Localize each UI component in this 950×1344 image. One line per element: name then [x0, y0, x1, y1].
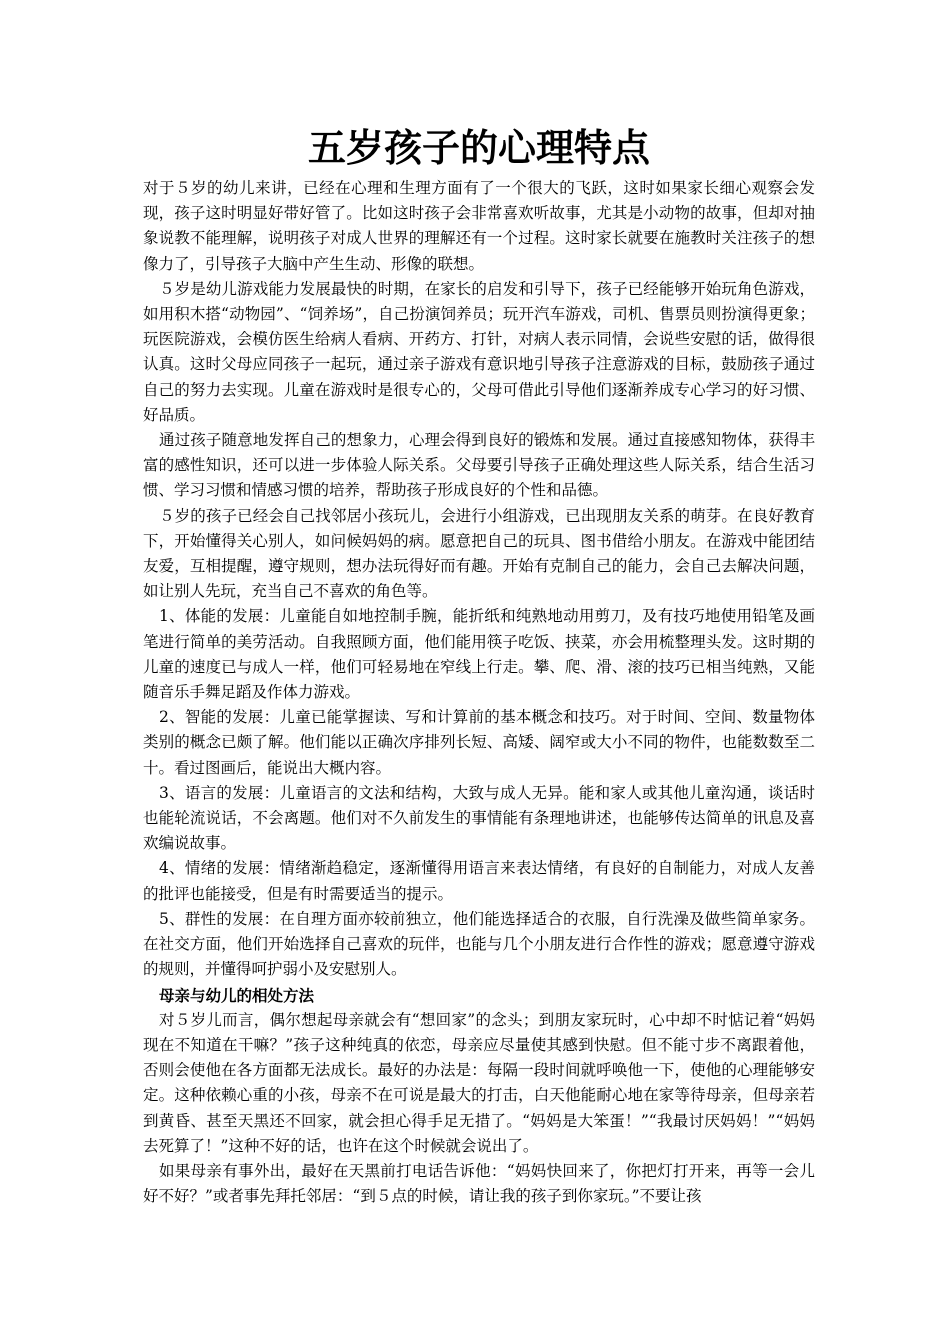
document-title: 五岁孩子的心理特点 [307, 125, 650, 170]
paragraph-going-out: 如果母亲有事外出，最好在天黑前打电话告诉他：“妈妈快回来了，你把灯打开来，再等一会儿好不好？”或者事先拜托邻居：“到５点的时候，请让我的孩子到你家玩。”不要让孩 [143, 1161, 815, 1206]
section-heading: 母亲与幼儿的相处方法 [159, 985, 315, 1005]
paragraph-emotion: 4、情绪的发展：情绪渐趋稳定，逐渐懂得用语言来表达情绪，有良好的自制能力，对成人友善的批评也能接受，但是有时需要适当的提示。 [143, 859, 815, 903]
document-page [143, 120, 815, 1209]
paragraph-group: 5、群性的发展：在自理方面亦较前独立，他们能选择适合的衣服，自行洗澡及做些简单家务。在社交方面，他们开始选择自己喜欢的玩伴，也能与几个小朋友进行合作性的游戏；愿意遵守游戏的规则，并懂得呵护弱小及安慰别人。 [143, 909, 815, 979]
paragraph-imagination: 通过孩子随意地发挥自己的想象力，心理会得到良好的锻炼和发展。通过直接感知物体，获得丰富的感性知识，还可以进一步体验人际关系。父母要引导孩子正确处理这些人际关系，结合生活习惯、学习习惯和情感习惯的培养，帮助孩子形成良好的个性和品德。 [143, 431, 815, 500]
paragraph-physical: 1、体能的发展：儿童能自如地控制手腕，能折纸和纯熟地动用剪刀，及有技巧地使用铅笔及画笔进行简单的美劳活动。自我照顾方面，他们能用筷子吃饭、挟菜，亦会用梳整理头发。这时期的儿童的速度已与成人一样，他们可轻易地在窄线上行走。攀、爬、滑、滚的技巧已相当纯熟，又能随音乐手舞足蹈及作体力游戏。 [143, 607, 815, 702]
paragraph-intro: 对于５岁的幼儿来讲，已经在心理和生理方面有了一个很大的飞跃，这时如果家长细心观察会发现，孩子这时明显好带好管了。比如这时孩子会非常喜欢听故事，尤其是小动物的故事，但却对抽象说教不能理解，说明孩子对成人世界的理解还有一个过程。这时家长就要在施教时关注孩子的想像力了，引导孩子大脑中产生生动、形像的联想。 [143, 179, 815, 273]
paragraph-language: 3、语言的发展：儿童语言的文法和结构，大致与成人无异。能和家人或其他儿童沟通，谈话时也能轮流说话，不会离题。他们对不久前发生的事情能有条理地讲述，也能够传达简单的讯息及喜欢编说故事。 [143, 783, 815, 853]
paragraph-social: ５岁的孩子已经会自己找邻居小孩玩儿，会进行小组游戏，已出现朋友关系的萌芽。在良好教育下，开始懂得关心别人，如问候妈妈的病。愿意把自己的玩具、图书借给小朋友。在游戏中能团结友爱，互相提醒，遵守规则，想办法玩得好而有趣。开始有克制自己的能力，会自己去解决问题，如让别人先玩，充当自己不喜欢的角色等。 [143, 506, 815, 601]
paragraph-attachment: 对５岁儿而言，偶尔想起母亲就会有“想回家”的念头；到朋友家玩时，心中却不时惦记着“妈妈现在不知道在干嘛？”孩子这种纯真的依恋，母亲应尽量使其感到快慰。但不能寸步不离跟着他，否则会使他在各方面都无法成长。最好的办法是：每隔一段时间就呼唤他一下，使他的心理能够安定。这种依赖心重的小孩，母亲不在可说是最大的打击，白天他能耐心地在家等待母亲，但母亲若到黄昏、甚至天黑还不回家，就会担心得手足无措了。“妈妈是大笨蛋！”“我最讨厌妈妈！”“妈妈去死算了！”这种不好的话，也许在这个时候就会说出了。 [143, 1010, 815, 1155]
paragraph-play: ５岁是幼儿游戏能力发展最快的时期，在家长的启发和引导下，孩子已经能够开始玩角色游戏，如用积木搭“动物园”、“饲养场”，自己扮演饲养员；玩开汽车游戏，司机、售票员则扮演得更象；玩医院游戏，会模仿医生给病人看病、开药方、打针，对病人表示同情，会说些安慰的话，做得很认真。这时父母应同孩子一起玩，通过亲子游戏有意识地引导孩子注意游戏的目标，鼓励孩子通过自己的努力去实现。儿童在游戏时是很专心的，父母可借此引导他们逐渐养成专心学习的好习惯、好品质。 [143, 279, 815, 424]
paragraph-intellect: 2、智能的发展：儿童已能掌握读、写和计算前的基本概念和技巧。对于时间、空间、数量物体类别的概念已颇了解。他们能以正确次序排列长短、高矮、阔窄或大小不同的物件，也能数数至二十。看过图画后，能说出大概内容。 [143, 708, 815, 777]
